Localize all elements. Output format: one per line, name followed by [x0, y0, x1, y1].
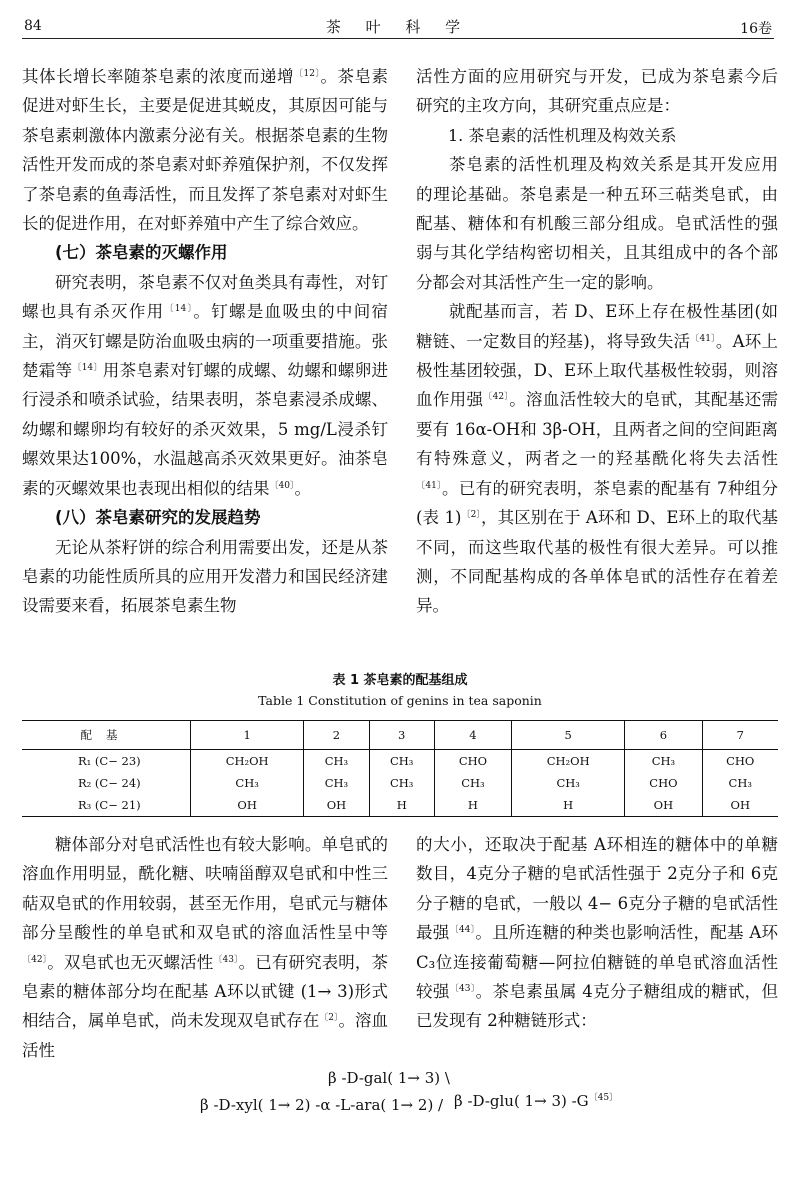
citation: 〔41〕 — [690, 333, 716, 344]
table-cell: CH₃ — [304, 772, 369, 794]
column-right-bottom — [416, 830, 778, 1036]
paragraph: 的大小，还取决于配基 A环相连的糖体中的单糖数目，4克分子糖的皂甙活性强于 2克分子和 6克分子糖的皂甙，一般以 4− 6克分子糖的皂甙活性最强$^{〔44〕}$。且所连糖的种类也影响活性，配基 A环 C₃位连接葡萄糖—阿拉伯糖链的单皂甙溶血活性较强$^{〔43〕}$。茶皂素虽属 4克分子糖组成的糖甙，但已发现有 2种糖链形式： — [416, 835, 779, 1031]
row-label: R₂ (C− 24) — [78, 776, 141, 790]
table-cell: H — [434, 794, 511, 817]
paragraph: 研究表明，茶皂素不仅对鱼类具有毒性，对钉螺也具有杀灭作用$^{〔14〕}$。钉螺是血吸虫的中间宿主，消灭钉螺是防治血吸虫病的一项重要措施。张楚霜等$^{〔14〕}$用茶皂素对钉螺的成螺、幼螺和螺卵进行浸杀和喷杀试验，结果表明，茶皂素浸杀成螺、幼螺和螺卵均有较好的杀灭效果，5 mg/L浸杀钉螺效果达100%，水温越高杀灭效果更好。油茶皂素的灭螺效果也表现出相似的结果$^{〔40〕}$。 — [22, 272, 389, 498]
table-cell: CH₃ — [191, 772, 304, 794]
column-right-top — [416, 62, 778, 621]
table-cell: CH₃ — [369, 772, 434, 794]
table-header-cell: 1 — [191, 721, 304, 750]
citation: 〔40〕 — [269, 480, 295, 491]
citation: 〔2〕 — [319, 1013, 339, 1024]
genin-table — [22, 720, 778, 817]
row-label: R₁ (C− 23) — [78, 754, 141, 768]
table-header-cell: 3 — [369, 721, 434, 750]
paragraph: 其体长增长率随茶皂素的浓度而递增$^{〔12〕}$。茶皂素促进对虾生长，主要是促进其蜕皮，其原因可能与茶皂素刺激体内激素分泌有关。根据茶皂素的生物活性开发而成的茶皂素对虾养殖保护剂，不仅发挥了茶皂素的鱼毒活性，而且发挥了茶皂素对对虾生长的促进作用，在对虾养殖中产生了综合效应。 — [22, 67, 389, 234]
table-cell: CH₃ — [369, 750, 434, 773]
table-cell: CHO — [625, 772, 702, 794]
table-title-en: Table 1 Constitution of genins in tea saponin — [258, 693, 542, 708]
table-cell: CHO — [702, 750, 778, 773]
citation: 〔14〕 — [72, 363, 103, 374]
citation: 〔12〕 — [294, 69, 321, 79]
table-cell: CH₃ — [434, 772, 511, 794]
table-cell: CH₃ — [512, 772, 625, 794]
citation: 〔43〕 — [213, 954, 239, 965]
journal-title: 茶 叶 科 学 — [325, 18, 471, 36]
row-label: R₃ (C− 21) — [78, 798, 141, 812]
table-header-row — [22, 721, 778, 750]
table-cell: OH — [702, 794, 778, 817]
table-header-cell: 7 — [702, 721, 778, 750]
table-cell: CHO — [434, 750, 511, 773]
citation: 〔42〕 — [22, 954, 48, 965]
sugar-chain-formula-upper: β -D-gal( 1→ 3) \ — [328, 1069, 450, 1087]
table-row — [22, 772, 778, 794]
sugar-chain-formula-right: β -D-glu( 1→ 3) $-G^{〔45〕}$ — [454, 1092, 619, 1110]
table-cell: OH — [625, 794, 702, 817]
citation: 〔43〕 — [449, 984, 476, 995]
table-cell: CH₂OH — [512, 750, 625, 773]
column-left-top — [22, 62, 388, 621]
citation: 〔14〕 — [164, 304, 194, 315]
section-heading-8: (八）茶皂素研究的发展趋势 — [55, 508, 261, 528]
table-title-cn: 表 1 茶皂素的配基组成 — [332, 673, 468, 688]
citation: 〔42〕 — [483, 392, 510, 403]
citation: 〔45〕 — [588, 1093, 619, 1103]
page-number: 84 — [24, 18, 42, 34]
citation: 〔2〕 — [461, 510, 482, 521]
table-header-cell: 5 — [512, 721, 625, 750]
page-header — [22, 14, 774, 39]
citation: 〔44〕 — [449, 925, 476, 936]
subsection-heading: 1. 茶皂素的活性机理及构效关系 — [448, 125, 677, 145]
table-cell: CH₃ — [625, 750, 702, 773]
paragraph: 茶皂素的活性机理及构效关系是其开发应用的理论基础。茶皂素是一种五环三萜类皂甙，由配基、糖体和有机酸三部分组成。皂甙活性的强弱与其化学结构密切相关，且其组成中的各个部分都会对其活性产生一定的影响。 — [416, 155, 778, 292]
paragraph: 活性方面的应用研究与开发，已成为茶皂素今后研究的主攻方向，其研究重点应是： — [416, 67, 778, 116]
paragraph: 糖体部分对皂甙活性也有较大影响。单皂甙的溶血作用明显，酰化糖、呋喃甾醇双皂甙和中性三萜双皂甙的作用较弱，甚至无作用，皂甙元与糖体部分呈酸性的单皂甙和双皂甙的溶血活性呈中等$^{〔42〕}$。双皂甙也无灭螺活性$^{〔43〕}$。已有研究表明，茶皂素的糖体部分均在配基 A环以甙键 (1→ 3)形式相结合，属单皂甙，尚未发现双皂甙存在$^{〔2〕}$。溶血活性 — [22, 835, 389, 1060]
sugar-chain-formula-lower: β -D-xyl( 1→ 2) -α -L-ara( 1→ 2) / — [200, 1096, 444, 1114]
table-cell: OH — [304, 794, 369, 817]
table-cell: CH₃ — [304, 750, 369, 773]
table-cell: CH₂OH — [191, 750, 304, 773]
table-cell: OH — [191, 794, 304, 817]
table-row — [22, 750, 778, 773]
table-header-cell: 4 — [434, 721, 511, 750]
column-left-bottom — [22, 830, 388, 1065]
table-header-cell: 2 — [304, 721, 369, 750]
table-header-cell: 6 — [625, 721, 702, 750]
section-heading-7: (七）茶皂素的灭螺作用 — [55, 243, 228, 263]
table-row — [22, 794, 778, 817]
table-cell: CH₃ — [702, 772, 778, 794]
table-header-label: 配基 — [22, 721, 191, 750]
table-cell: H — [512, 794, 625, 817]
paragraph: 就配基而言，若 D、E环上存在极性基团(如糖链、一定数目的羟基)，将导致失活$^{〔41〕}$。A环上极性基团较强，D、E环上取代基极性较弱，则溶血作用强$^{〔42〕}$。溶血活性较大的皂甙，其配基还需要有 16α-OH和 3β-OH，且两者之间的空间距离有特殊意义，两者之一的羟基酰化将失去活性$^{〔41〕}$。已有的研究表明，茶皂素的配基有 7种组分 (表 1)$^{〔2〕}$，其区别在于 A环和 D、E环上的取代基不同，而这些取代基的极性有很大差异。可以推测，不同配基构成的各单体皂甙的活性存在着差异。 — [416, 302, 779, 616]
citation: 〔41〕 — [416, 480, 442, 491]
paragraph: 无论从茶籽饼的综合利用需要出发，还是从茶皂素的功能性质所具的应用开发潜力和国民经济建设需要来看，拓展茶皂素生物 — [22, 537, 388, 616]
table-cell: H — [369, 794, 434, 817]
volume-label: 16卷 — [740, 21, 772, 37]
